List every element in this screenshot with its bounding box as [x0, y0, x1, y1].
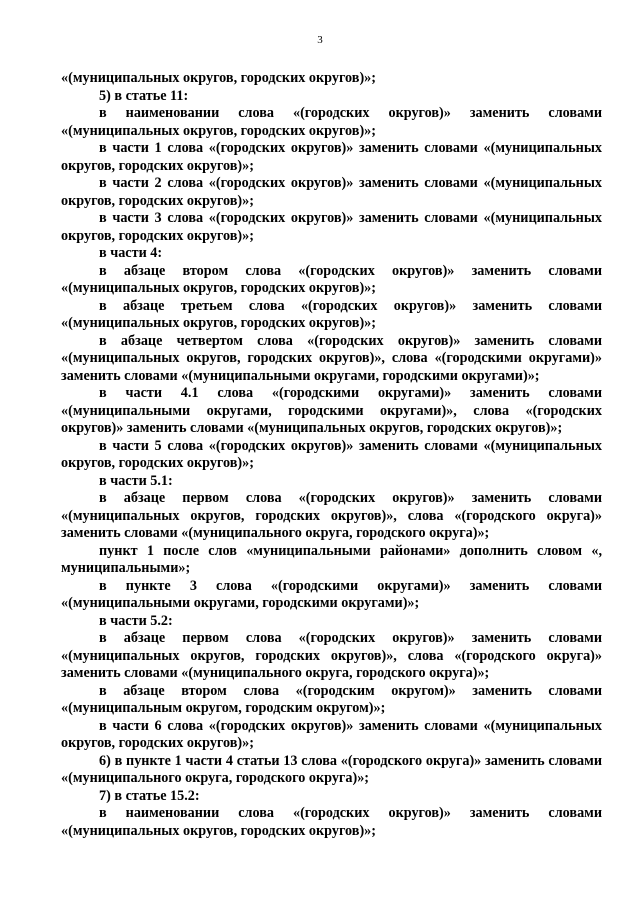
paragraph: в части 5.1: — [99, 472, 173, 489]
paragraph: в наименовании слова «(городских округов)» заменить словами «(муниципальных округов, городских округов)»; — [61, 105, 602, 139]
paragraph: в абзаце первом слова «(городских округов)» заменить словами «(муниципальных округов, городских округов)», слова «(городского округа)» заменить словами «(муниципального округа, городского округа)»; — [61, 490, 602, 541]
paragraph: 6) в пункте 1 части 4 статьи 13 слова «(городского округа)» заменить словами «(муниципального округа, городского округа)»; — [61, 752, 602, 786]
paragraph: в части 5 слова «(городских округов)» заменить словами «(муниципальных округов, городских округов)»; — [61, 437, 602, 471]
paragraph: в части 6 слова «(городских округов)» заменить словами «(муниципальных округов, городских округов)»; — [61, 717, 602, 751]
paragraph: в части 5.2: — [99, 612, 173, 629]
paragraph: в части 3 слова «(городских округов)» заменить словами «(муниципальных округов, городских округов)»; — [61, 210, 602, 244]
page-number: 3 — [317, 34, 323, 46]
document-body — [61, 70, 602, 840]
paragraph: пункт 1 после слов «муниципальными районами» дополнить словом «, муниципальными»; — [61, 542, 602, 576]
paragraph: в абзаце третьем слова «(городских округов)» заменить словами «(муниципальных округов, городских округов)»; — [61, 297, 602, 331]
paragraph: в абзаце четвертом слова «(городских округов)» заменить словами «(муниципальных округов, городских округов)», слова «(городскими округами)» заменить словами «(муниципальными округами, городскими округами)»; — [61, 332, 602, 384]
paragraph: 5) в статье 11: — [99, 87, 189, 104]
paragraph: в части 4: — [99, 245, 163, 261]
paragraph: «(муниципальных округов, городских округов)»; — [61, 70, 376, 86]
paragraph: 7) в статье 15.2: — [99, 787, 200, 804]
paragraph: в части 1 слова «(городских округов)» заменить словами «(муниципальных округов, городских округов)»; — [61, 140, 602, 174]
paragraph: в части 4.1 слова «(городскими округами)» заменить словами «(муниципальными округами, городскими округами)», слова «(городских округов)» заменить словами «(муниципальных округов, городских округов)»; — [61, 385, 602, 436]
paragraph: в абзаце втором слова «(городским округом)» заменить словами «(муниципальным округом, городским округом)»; — [61, 682, 602, 716]
paragraph: в наименовании слова «(городских округов)» заменить словами «(муниципальных округов, городских округов)»; — [61, 805, 602, 839]
paragraph: в абзаце первом слова «(городских округов)» заменить словами «(муниципальных округов, городских округов)», слова «(городского округа)» заменить словами «(муниципального округа, городского округа)»; — [61, 630, 602, 681]
paragraph: в абзаце втором слова «(городских округов)» заменить словами «(муниципальных округов, городских округов)»; — [61, 262, 602, 296]
paragraph: в части 2 слова «(городских округов)» заменить словами «(муниципальных округов, городских округов)»; — [61, 175, 602, 209]
paragraph: в пункте 3 слова «(городскими округами)» заменить словами «(муниципальными округами, городскими округами)»; — [61, 577, 602, 611]
